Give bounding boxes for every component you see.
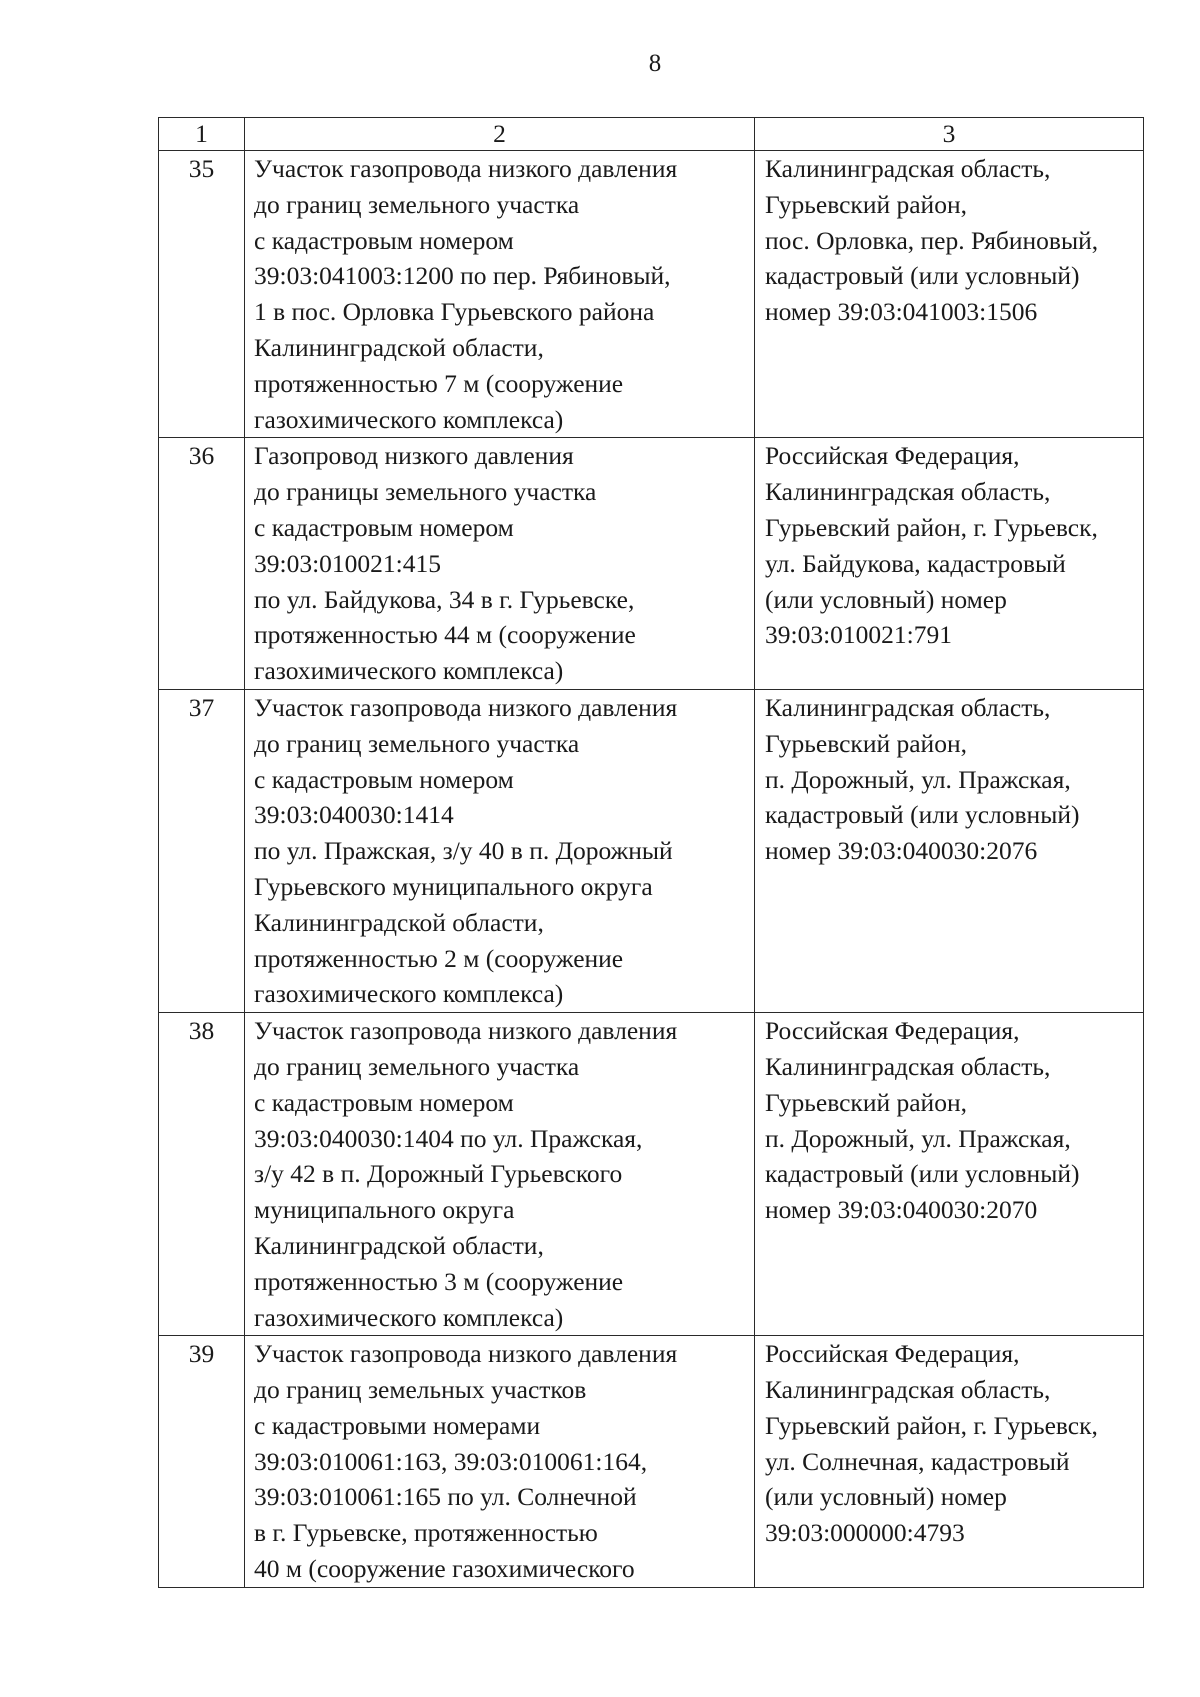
column-header-3: 3	[755, 118, 1144, 151]
table-row	[159, 1336, 1144, 1588]
table-row	[159, 689, 1144, 1012]
address-line: Калининградская область,	[765, 692, 1051, 722]
object-description-line: по ул. Пражская, з/у 40 в п. Дорожный	[254, 836, 673, 866]
row-number: 37	[159, 689, 245, 1012]
object-description-line: Калининградской области,	[254, 332, 544, 362]
address-line: Гурьевский район, г. Гурьевск,	[765, 1410, 1098, 1440]
object-description-line: до границ земельного участка	[254, 1051, 580, 1081]
address-line: Российская Федерация,	[765, 1016, 1020, 1046]
address-line: Гурьевский район,	[765, 1087, 967, 1117]
object-description-line: с кадастровым номером	[254, 225, 514, 255]
object-description-line: 1 в пос. Орловка Гурьевского района	[254, 297, 655, 327]
object-description-line: газохимического комплекса)	[254, 979, 564, 1009]
object-description-line: 39:03:010061:165 по ул. Солнечной	[254, 1482, 637, 1512]
object-description-line: протяженностью 44 м (сооружение	[254, 620, 636, 650]
object-description-line: Участок газопровода низкого давления	[254, 1339, 678, 1369]
address-line: Гурьевский район,	[765, 728, 967, 758]
page-number: 8	[648, 50, 662, 77]
table-header-row	[159, 118, 1144, 151]
address-line: Российская Федерация,	[765, 441, 1020, 471]
column-header-1: 1	[159, 118, 245, 151]
table-row	[159, 151, 1144, 438]
address-line: Российская Федерация,	[765, 1339, 1020, 1369]
object-description-line: Участок газопровода низкого давления	[254, 154, 678, 183]
table-row	[159, 438, 1144, 690]
object-description-line: Участок газопровода низкого давления	[254, 692, 678, 722]
address-line: пос. Орловка, пер. Рябиновый,	[765, 225, 1099, 255]
address-line: Гурьевский район,	[765, 189, 967, 219]
address-cell	[755, 689, 1144, 1012]
object-description-line: газохимического комплекса)	[254, 1302, 564, 1332]
address-cell	[755, 438, 1144, 690]
address-line: номер 39:03:041003:1506	[765, 297, 1038, 327]
address-line: Калининградская область,	[765, 1375, 1051, 1405]
object-description-line: 40 м (сооружение газохимического	[254, 1554, 635, 1584]
object-description-line: в г. Гурьевске, протяженностью	[254, 1518, 598, 1548]
table-row	[159, 1013, 1144, 1336]
address-cell	[755, 1013, 1144, 1336]
row-number: 36	[159, 438, 245, 690]
address-line: номер 39:03:040030:2076	[765, 836, 1038, 866]
address-cell	[755, 1336, 1144, 1588]
object-description-line: газохимического комплекса)	[254, 404, 564, 434]
address-line: кадастровый (или условный)	[765, 261, 1080, 291]
object-description-cell	[245, 1336, 755, 1588]
object-description-line: до границ земельных участков	[254, 1375, 587, 1405]
object-description-line: 39:03:010061:163, 39:03:010061:164,	[254, 1446, 648, 1476]
object-description-line: Участок газопровода низкого давления	[254, 1016, 678, 1046]
column-header-2: 2	[245, 118, 755, 151]
object-description-line: 39:03:041003:1200 по пер. Рябиновый,	[254, 261, 671, 291]
object-description-line: з/у 42 в п. Дорожный Гурьевского	[254, 1159, 623, 1189]
address-line: номер 39:03:040030:2070	[765, 1195, 1038, 1225]
table-body	[159, 151, 1144, 1588]
object-description-line: 39:03:040030:1404 по ул. Пражская,	[254, 1123, 643, 1153]
address-line: кадастровый (или условный)	[765, 1159, 1080, 1189]
address-line: 39:03:000000:4793	[765, 1518, 965, 1548]
address-line: 39:03:010021:791	[765, 620, 953, 650]
object-description-line: с кадастровыми номерами	[254, 1410, 541, 1440]
object-description-line: Гурьевского муниципального округа	[254, 871, 653, 901]
row-number: 38	[159, 1013, 245, 1336]
address-line: Калининградская область,	[765, 1051, 1051, 1081]
object-description-line: протяженностью 7 м (сооружение	[254, 368, 624, 398]
object-description-line: с кадастровым номером	[254, 512, 514, 542]
address-line: (или условный) номер	[765, 584, 1007, 614]
address-cell	[755, 151, 1144, 438]
row-number: 35	[159, 151, 245, 438]
address-line: п. Дорожный, ул. Пражская,	[765, 1123, 1071, 1153]
object-description-line: по ул. Байдукова, 34 в г. Гурьевске,	[254, 584, 635, 614]
address-line: (или условный) номер	[765, 1482, 1007, 1512]
object-description-cell	[245, 438, 755, 690]
object-description-line: с кадастровым номером	[254, 1087, 514, 1117]
object-description-line: Газопровод низкого давления	[254, 441, 574, 471]
address-line: Калининградская область,	[765, 477, 1051, 507]
object-description-line: муниципального округа	[254, 1195, 515, 1225]
address-line: ул. Солнечная, кадастровый	[765, 1446, 1070, 1476]
address-line: п. Дорожный, ул. Пражская,	[765, 764, 1071, 794]
object-description-line: до границы земельного участка	[254, 477, 597, 507]
object-description-cell	[245, 151, 755, 438]
row-number: 39	[159, 1336, 245, 1588]
object-description-line: Калининградской области,	[254, 1230, 544, 1260]
address-line: ул. Байдукова, кадастровый	[765, 548, 1066, 578]
object-description-cell	[245, 689, 755, 1012]
object-description-line: протяженностью 3 м (сооружение	[254, 1266, 624, 1296]
object-description-cell	[245, 1013, 755, 1336]
object-description-line: до границ земельного участка	[254, 728, 580, 758]
object-description-line: 39:03:040030:1414	[254, 800, 454, 830]
register-table	[158, 117, 1144, 1588]
object-description-line: протяженностью 2 м (сооружение	[254, 943, 624, 973]
object-description-line: 39:03:010021:415	[254, 548, 442, 578]
address-line: Калининградская область,	[765, 154, 1051, 183]
object-description-line: до границ земельного участка	[254, 189, 580, 219]
object-description-line: Калининградской области,	[254, 907, 544, 937]
address-line: Гурьевский район, г. Гурьевск,	[765, 512, 1098, 542]
address-line: кадастровый (или условный)	[765, 800, 1080, 830]
object-description-line: с кадастровым номером	[254, 764, 514, 794]
object-description-line: газохимического комплекса)	[254, 656, 564, 686]
